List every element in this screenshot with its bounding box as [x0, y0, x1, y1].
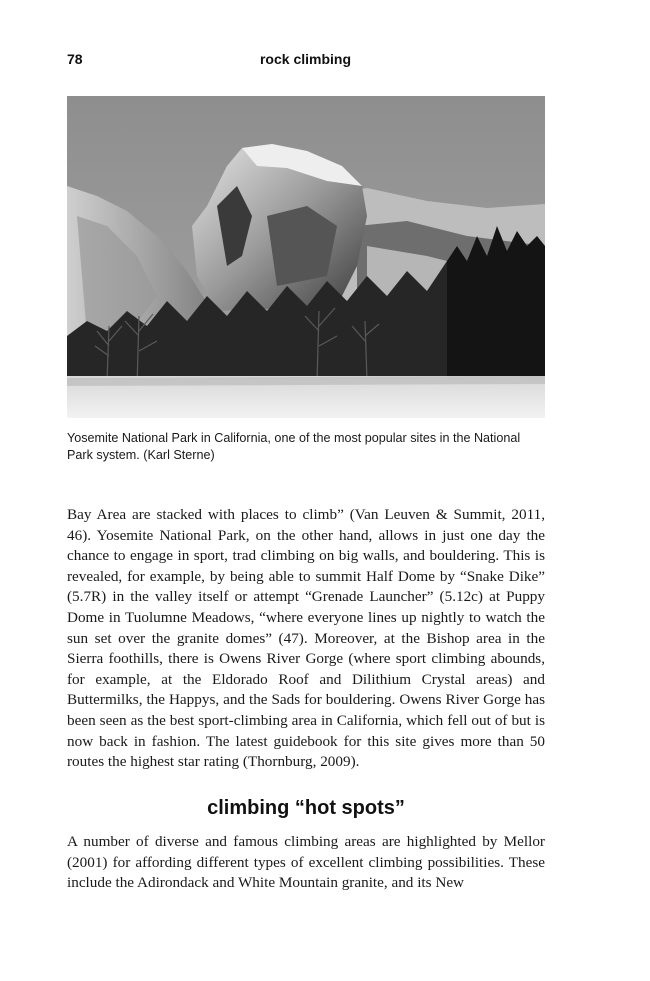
body-paragraph-2: A number of diverse and famous climbing areas are highlighted by Mellor (2001) for affording different types of excellent climbing possibilities. These include the Adirondack and White Mountain granite, and its New	[67, 833, 545, 892]
body-paragraph-1: Bay Area are stacked with places to climb” (Van Leuven & Summit, 2011, 46). Yosemite National Park, on the other hand, allows in just one day the chance to engage in sport, trad climbing on big walls, and bouldering. This is revealed, for example, by being able to summit Half Dome by “Snake Dike” (5.7R) in the valley itself or attempt “Grenade Launcher” (5.12c) at Puppy Dome in Tuolumne Meadows, “where everyone lines up nightly to watch the sun set over the granite domes” (47). Moreover, at the Bishop area in the Sierra foothills, there is Owens River Gorge (where sport climbing abounds, for example, at the Eldorado Roof and Dilithium Crystal areas) and Buttermilks, the Happys, and the Sads for bouldering. Owens River Gorge has been seen as the best sport-climbing area in California, which fell out of but is now back in fashion. The latest guidebook for this site gives more than 50 routes the highest star rating (Thornburg, 2009).	[67, 506, 545, 771]
page-number: 78	[67, 51, 83, 67]
half-dome-photo	[67, 96, 545, 418]
running-title: rock climbing	[259, 51, 352, 67]
section-heading: climbing “hot spots”	[207, 797, 405, 819]
figure-caption: Yosemite National Park in California, one of the most popular sites in the National Park system. (Karl Sterne)	[67, 431, 521, 462]
page-header	[67, 51, 544, 69]
